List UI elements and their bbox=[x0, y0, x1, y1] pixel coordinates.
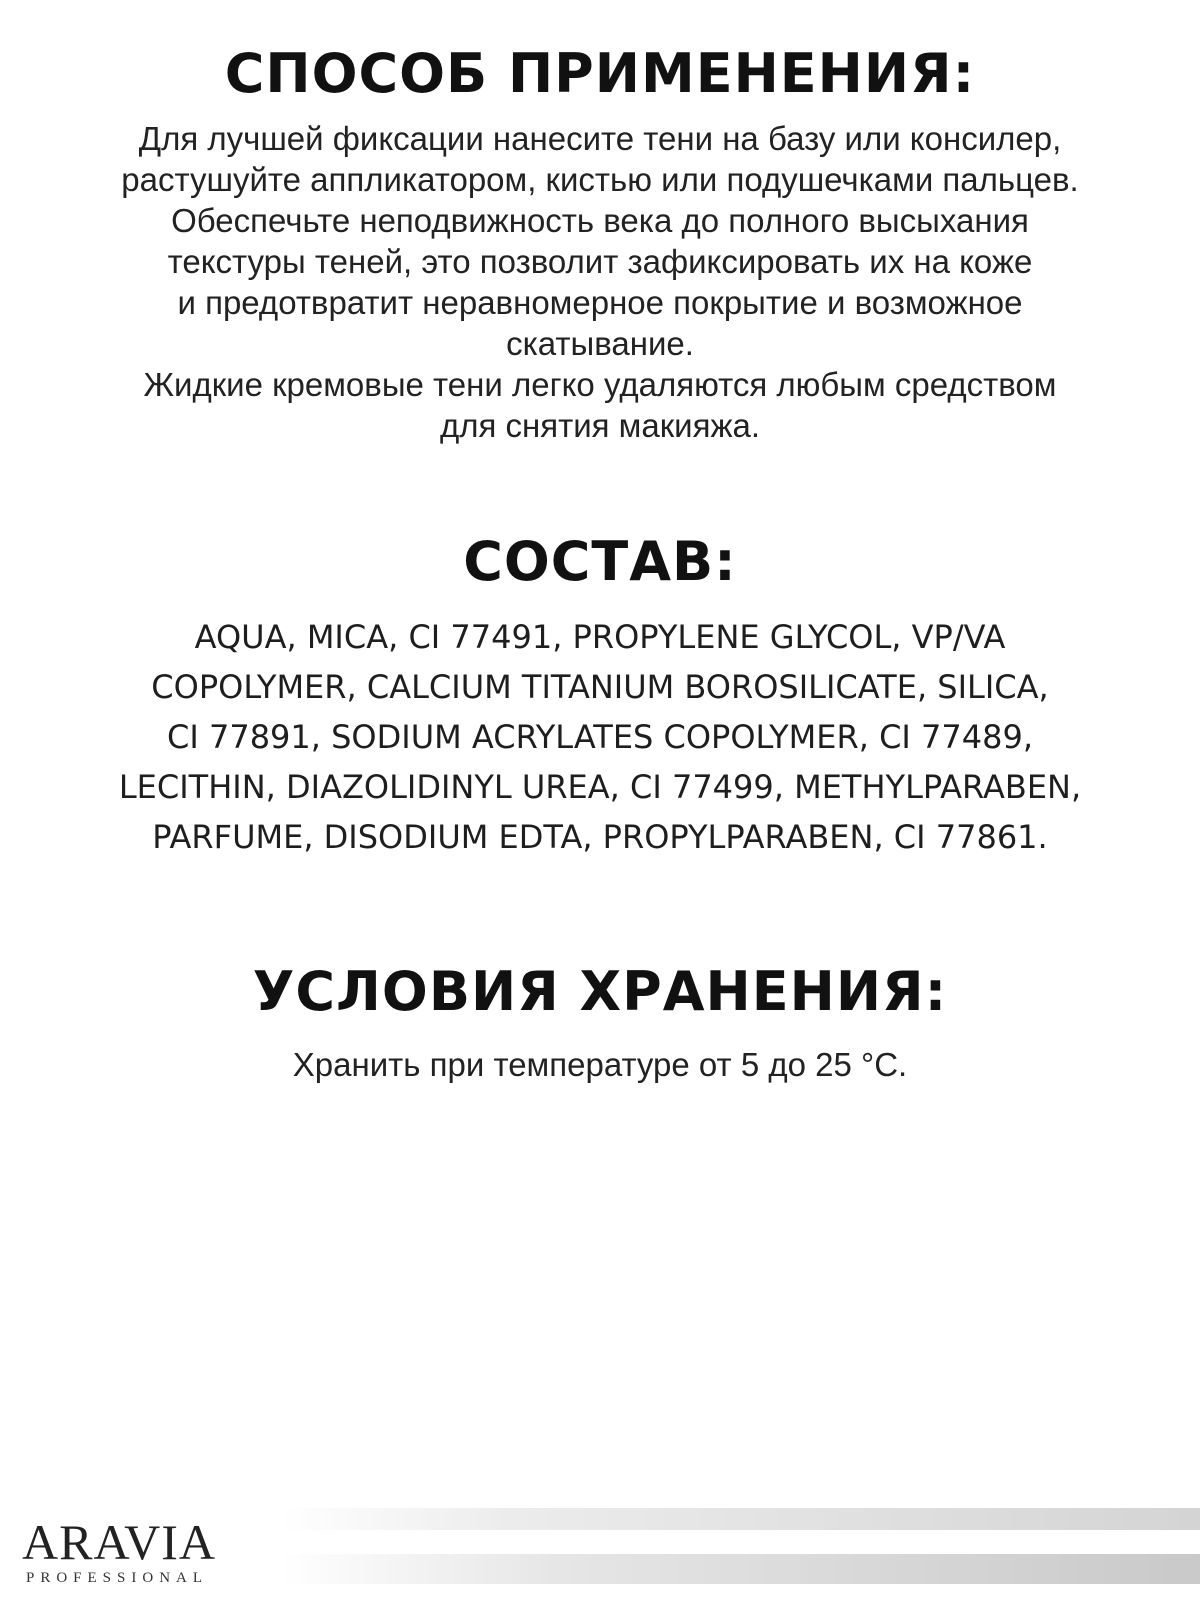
footer-band-top bbox=[280, 1508, 1200, 1530]
composition-section bbox=[0, 530, 1200, 862]
usage-section bbox=[0, 42, 1200, 446]
usage-line: растушуйте аппликатором, кистью или подушечками пальцев. bbox=[121, 161, 1079, 198]
brand-logo-word: ARAVIA bbox=[22, 1514, 216, 1570]
composition-line: CI 77891, SODIUM ACRYLATES COPOLYMER, CI 77489, bbox=[167, 718, 1033, 756]
footer-band-bottom bbox=[280, 1554, 1200, 1584]
usage-line: Для лучшей фиксации нанесите тени на базу или консилер, bbox=[138, 120, 1062, 157]
composition-line: COPOLYMER, CALCIUM TITANIUM BOROSILICATE, SILICA, bbox=[151, 668, 1049, 706]
storage-heading: УСЛОВИЯ ХРАНЕНИЯ: bbox=[252, 960, 948, 1023]
usage-line: Жидкие кремовые тени легко удаляются любым средством bbox=[143, 366, 1057, 403]
composition-heading: СОСТАВ: bbox=[463, 530, 737, 593]
usage-line: для снятия макияжа. bbox=[439, 407, 761, 444]
usage-text bbox=[0, 118, 1200, 446]
usage-heading: СПОСОБ ПРИМЕНЕНИЯ: bbox=[224, 42, 976, 105]
composition-line: AQUA, MICA, CI 77491, PROPYLENE GLYCOL, VP/VA bbox=[194, 618, 1006, 656]
brand-logo-subtitle: PROFESSIONAL bbox=[26, 1570, 209, 1586]
storage-text: Хранить при температуре от 5 до 25 °C. bbox=[292, 1046, 908, 1083]
composition-line: LECITHIN, DIAZOLIDINYL UREA, CI 77499, METHYLPARABEN, bbox=[118, 768, 1082, 806]
footer-decoration bbox=[280, 1508, 1200, 1600]
usage-line: текстуры теней, это позволит зафиксировать их на коже bbox=[167, 243, 1033, 280]
brand-logo bbox=[22, 1516, 222, 1587]
usage-line: Обеспечьте неподвижность века до полного высыхания bbox=[171, 202, 1029, 239]
composition-line: PARFUME, DISODIUM EDTA, PROPYLPARABEN, CI 77861. bbox=[152, 818, 1048, 856]
storage-section bbox=[0, 960, 1200, 1085]
usage-line: и предотвратит неравномерное покрытие и возможное bbox=[177, 284, 1023, 321]
composition-text bbox=[0, 612, 1200, 862]
usage-line: скатывание. bbox=[506, 325, 694, 362]
